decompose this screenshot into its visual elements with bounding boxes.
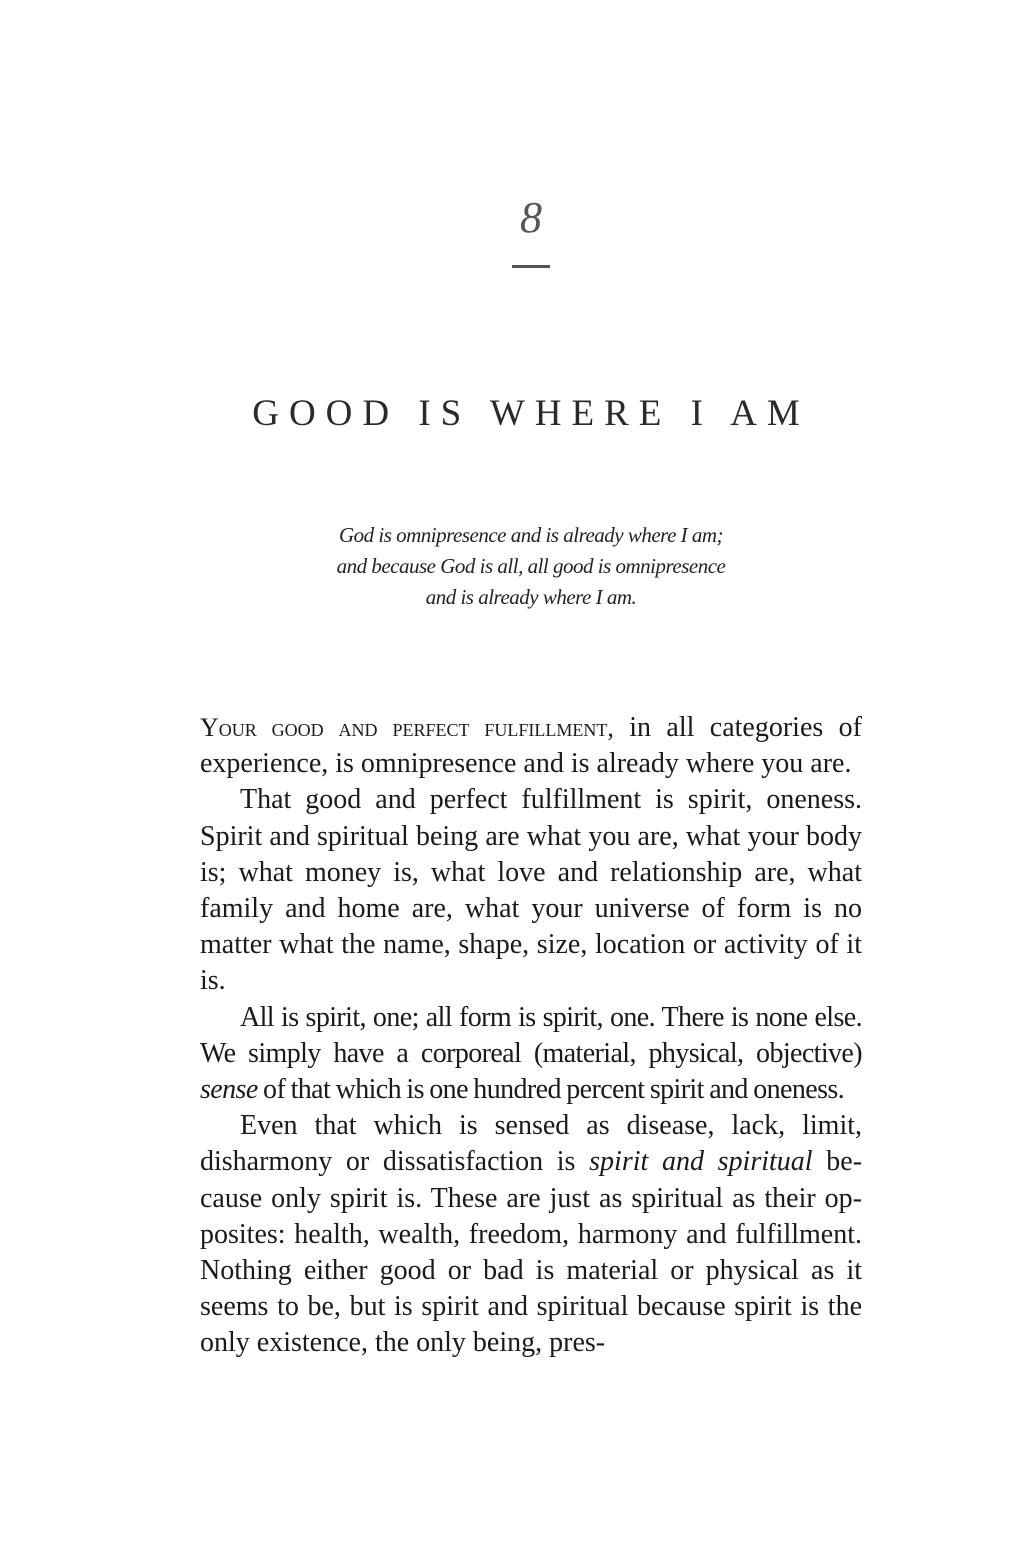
paragraph-text: of that which is one hundred percent spirit and oneness. xyxy=(257,1074,845,1106)
emphasis-text: sense xyxy=(200,1074,258,1106)
epigraph-line: and is already where I am. xyxy=(425,585,637,609)
paragraph-4 xyxy=(200,1108,862,1361)
chapter-divider xyxy=(512,265,550,268)
paragraph-text: Even that which is sensed as disease, lack, limit, disharmony or dissatisfaction is xyxy=(200,1110,862,1178)
epigraph-line: and because God is all, all good is omnipresence xyxy=(336,554,726,578)
emphasis-text: spirit and spiritual xyxy=(589,1146,813,1178)
paragraph-lead-in: Your good and perfect fulfillment, xyxy=(200,713,614,742)
body-text xyxy=(200,710,862,1362)
paragraph-text: in all categories of experience, is omnipresence and is already where you are. xyxy=(200,712,862,780)
epigraph xyxy=(200,520,862,613)
paragraph-1 xyxy=(200,710,862,782)
epigraph-line: God is omnipresence and is already where I am; xyxy=(338,523,724,547)
paragraph-text: because only spirit is. These are just as spiritual as their opposites: health, wealth, freedom, harmony and fulfillment. Nothing either good or bad is material or physical as it seems to be, but is spirit and spiritual because spirit is the only existence, the only being, pres- xyxy=(200,1146,863,1359)
paragraph-3 xyxy=(200,1000,862,1109)
paragraph-text: All is spirit, one; all form is spirit, one. There is none else. We simply have a corporeal (material, physical, objective) xyxy=(200,1001,862,1069)
paragraph-2: That good and perfect fulfillment is spirit, oneness. Spirit and spiritual being are what you are, what your body is; what money is, what love and relationship are, what family and home are, what your universe of form is no matter what the name, shape, size, location or activity of it is. xyxy=(200,784,862,997)
chapter-number: 8 xyxy=(520,193,542,242)
chapter-title: GOOD IS WHERE I AM xyxy=(252,393,810,434)
